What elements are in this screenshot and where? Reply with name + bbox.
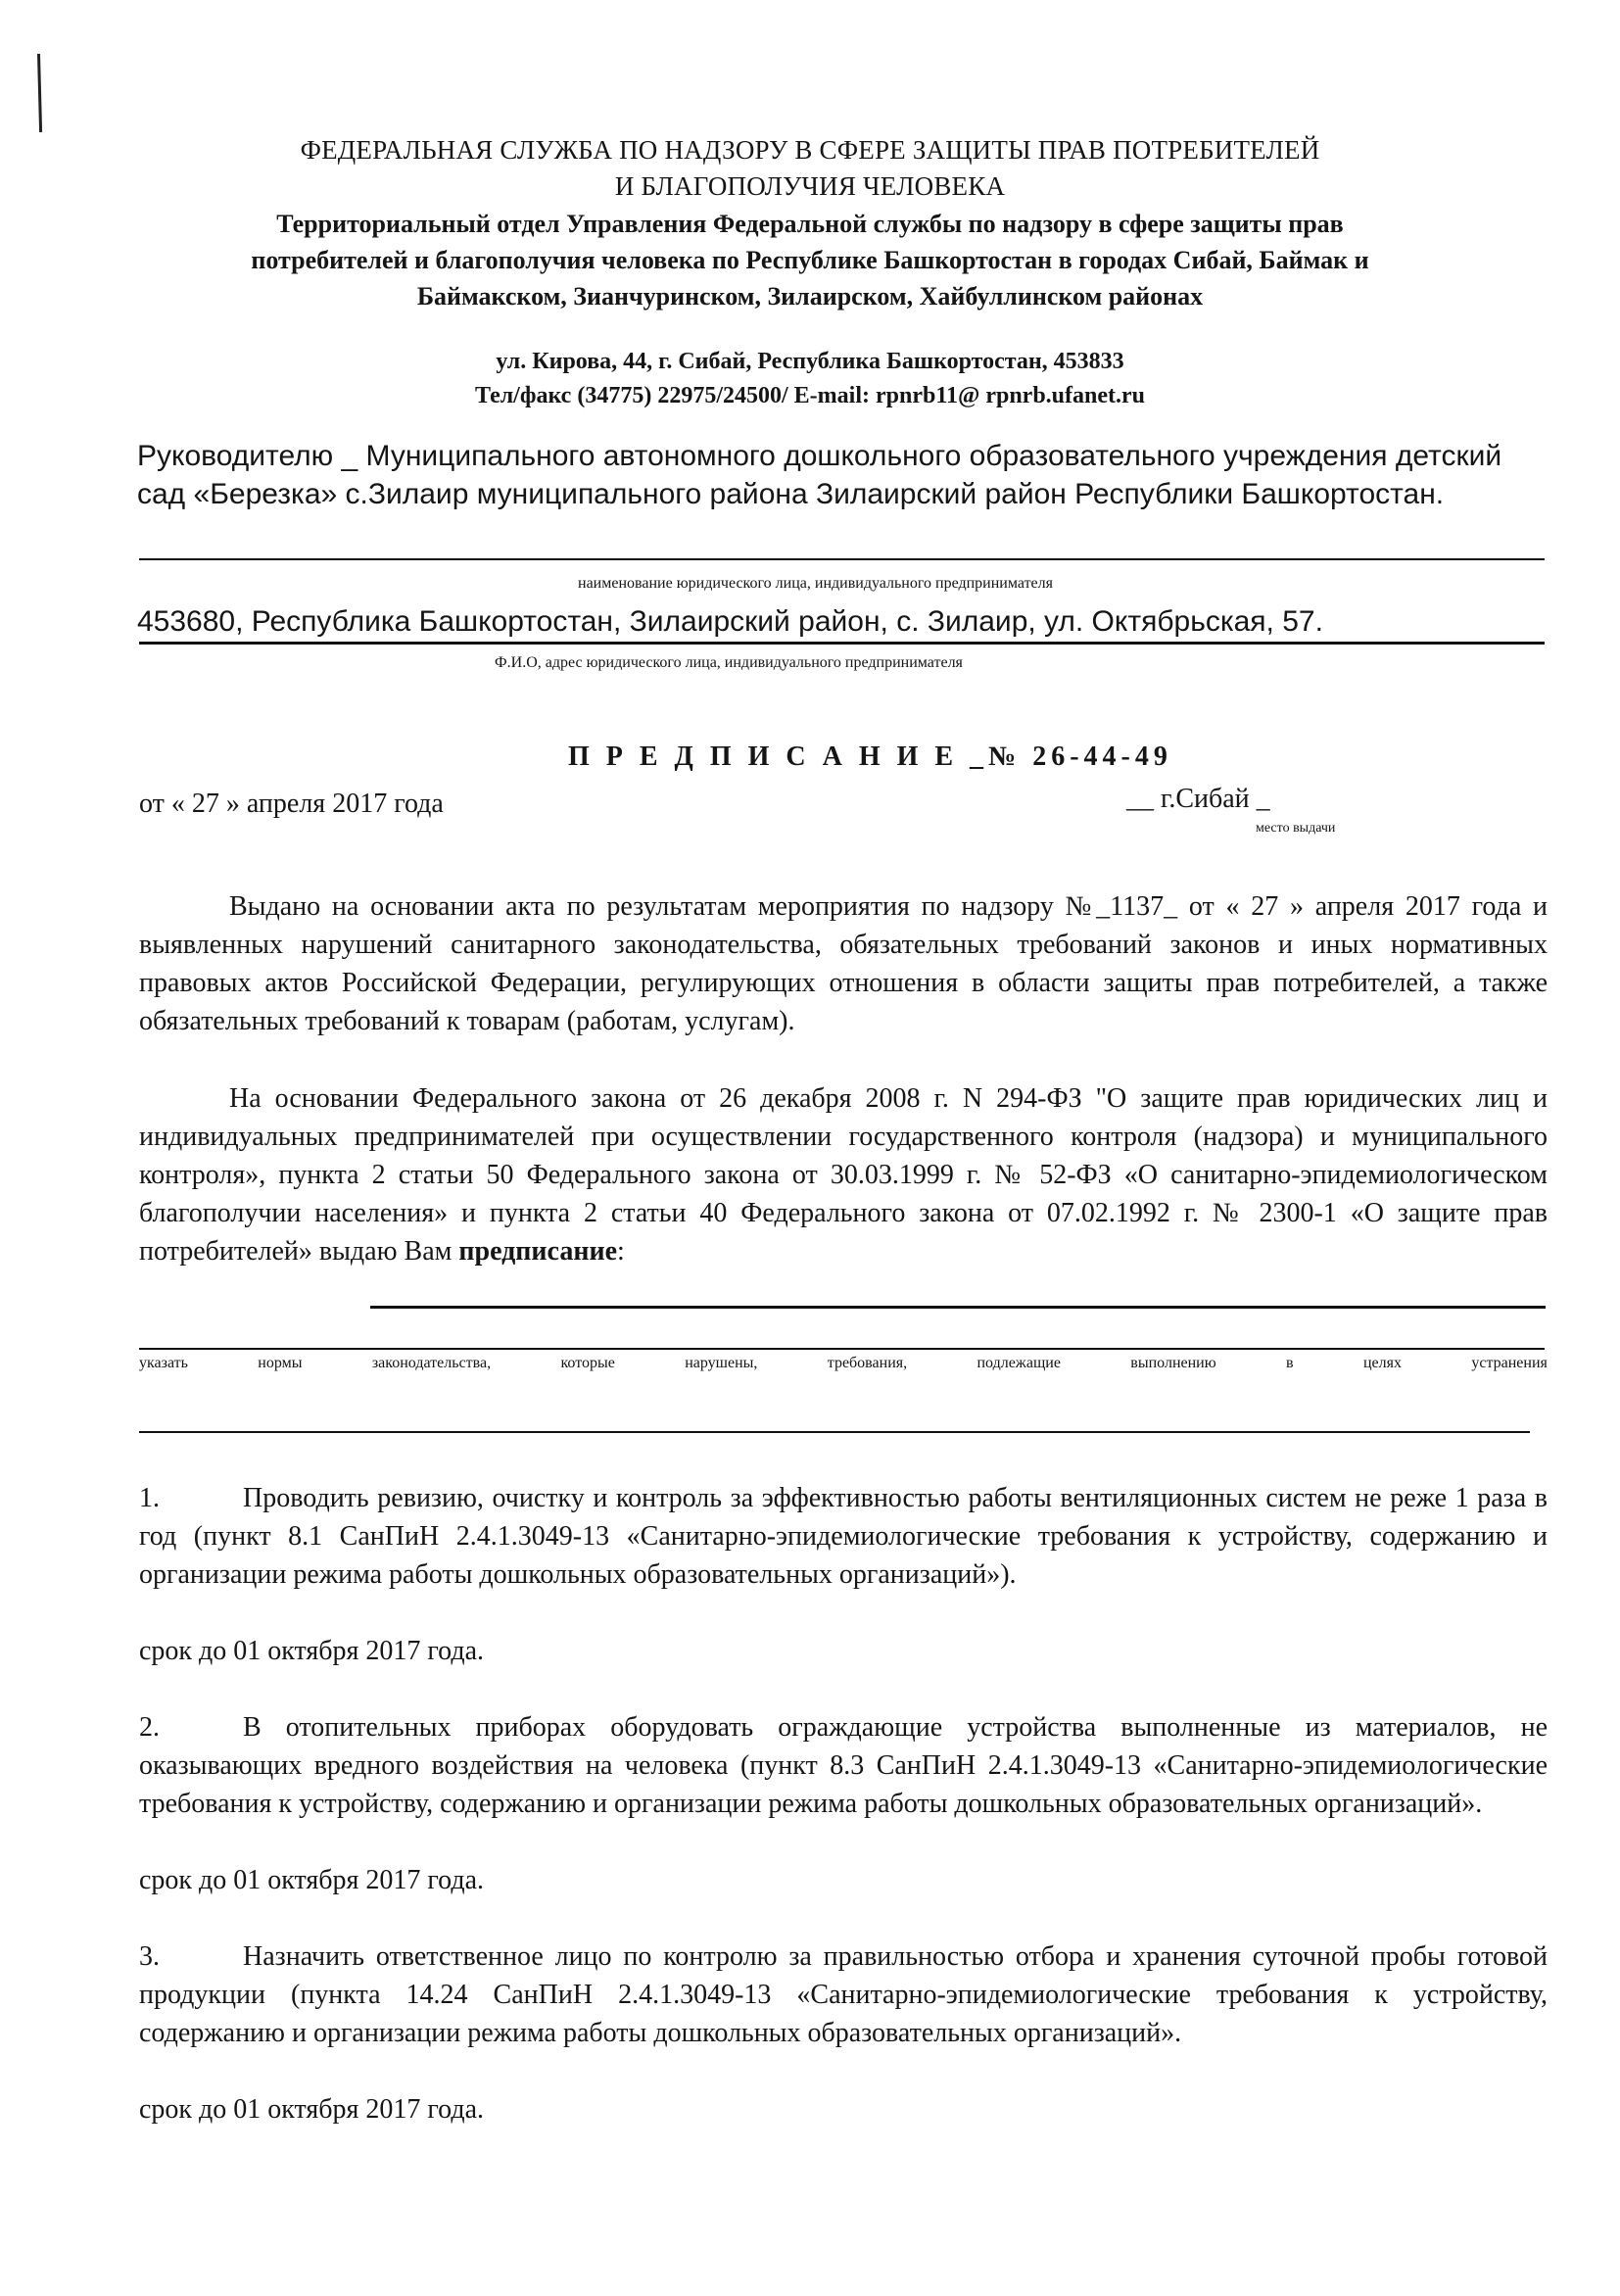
territorial-line-3: Баймакском, Зианчуринском, Зилаирском, Хайбуллинском районах — [416, 282, 1204, 311]
norms-label-word: указать — [139, 1355, 188, 1371]
recipient-address-underline — [139, 642, 1545, 645]
norms-bottom-line — [139, 1431, 1530, 1433]
norms-label-word: подлежащие — [977, 1355, 1061, 1371]
norms-label-word: целях — [1362, 1355, 1402, 1371]
item-text: В отопительных приборах оборудовать ограждающие устройства выполненные из материалов, не оказывающих вредного воздействия на человека (пункт 8.3 СанПиН 2.4.1.3049-13 «Санитарно-эпидемиологические требования к устройству, содержанию и организации режима работы дошкольных образовательных организаций». — [139, 1712, 1548, 1819]
item-1-deadline: срок до 01 октября 2017 года. — [139, 1636, 485, 1666]
norms-label-word: в — [1286, 1355, 1294, 1371]
order-item-3 — [139, 1937, 1548, 2052]
recipient-line-2: сад «Березка» с.Зилаир муниципального района Зилаирский район Республики Башкортостан. — [137, 478, 1445, 510]
scan-mark — [37, 54, 42, 132]
order-suffix: : — [617, 1236, 625, 1267]
territorial-line-1: Территориальный отдел Управления Федеральной службы по надзору в сфере защиты прав — [276, 210, 1344, 238]
territorial-department — [0, 206, 1620, 314]
agency-line-1: ФЕДЕРАЛЬНАЯ СЛУЖБА ПО НАДЗОРУ В СФЕРЕ ЗАЩИТЫ ПРАВ ПОТРЕБИТЕЛЕЙ — [300, 135, 1320, 165]
order-item-2 — [139, 1708, 1548, 1823]
item-number: 3. — [139, 1941, 160, 1972]
item-3-deadline: срок до 01 октября 2017 года. — [139, 2094, 485, 2125]
recipient-address: 453680, Республика Башкортостан, Зилаирский район, с. Зилаир, ул. Октябрьская, 57. — [137, 605, 1323, 638]
contacts-block — [0, 345, 1620, 413]
order-underline — [370, 1306, 1546, 1309]
recipient-address-label: Ф.И.О, адрес юридического лица, индивидуального предпринимателя — [495, 654, 963, 671]
norms-label-word: которые — [560, 1355, 615, 1371]
issue-place: __ г.Сибай _ — [1126, 784, 1270, 814]
legal-basis-paragraph — [139, 1079, 1548, 1270]
order-prefix: Вам — [404, 1236, 459, 1267]
recipient-name — [137, 437, 1538, 513]
item-number: 2. — [139, 1712, 160, 1743]
agency-line-2: И БЛАГОПОЛУЧИЯ ЧЕЛОВЕКА — [614, 171, 1006, 201]
recipient-line-1: Руководителю _ Муниципального автономного дошкольного образовательного учреждения детский — [137, 440, 1502, 472]
norms-label-row — [139, 1355, 1548, 1372]
order-word: предписание — [458, 1236, 618, 1267]
basis-paragraph: Выдано на основании акта по результатам мероприятия по надзору №_1137_ от « 27 » апреля 2017 года и выявленных нарушений санитарного законодательства, обязательных требований законов и иных нормативных правовых актов Российской Федерации, регулирующих отношения в области защиты прав потребителей, а также обязательных требований к товарам (работам, услугам). — [139, 891, 1548, 1036]
recipient-name-label: наименование юридического лица, индивидуального предпринимателя — [578, 575, 1053, 592]
phone-email: Тел/факс (34775) 22975/24500/ E-mail: rpnrb11@ rpnrb.ufanet.ru — [474, 383, 1146, 408]
norms-label-word: выполнению — [1130, 1355, 1216, 1371]
item-text: Проводить ревизию, очистку и контроль за эффективностью работы вентиляционных систем не реже 1 раза в год (пункт 8.1 СанПиН 2.4.1.3049-13 «Санитарно-эпидемиологические требования к устройству, содержанию и организации режима работы дошкольных образовательных организаций»). — [139, 1483, 1548, 1590]
legal-basis-text: На основании Федерального закона от 26 декабря 2008 г. N 294-ФЗ "О защите прав юридических лиц и индивидуальных предпринимателей при осуществлении государственного контроля (надзора) и муниципального контроля», пункта 2 статьи 50 Федерального закона от 30.03.1999 г. № 52-ФЗ «О санитарно-эпидемиологическом благополучии населения» и пункта 2 статьи 40 Федерального закона от 07.02.1992 г. № 2300-1 «О защите прав потребителей» выдаю — [139, 1083, 1548, 1267]
item-text: Назначить ответственное лицо по контролю за правильностью отбора и хранения суточной пробы готовой продукции (пункта 14.24 СанПиН 2.4.1.3049-13 «Санитарно-эпидемиологические требования к устройству, содержанию и организации режима работы дошкольных образовательных организаций». — [139, 1941, 1548, 2048]
norms-line — [139, 1348, 1545, 1350]
norms-label-word: устранения — [1471, 1355, 1548, 1371]
recipient-name-underline — [139, 558, 1545, 560]
document-date: от « 27 » апреля 2017 года — [139, 789, 444, 819]
issue-place-label: место выдачи — [1256, 821, 1336, 836]
item-number: 1. — [139, 1483, 160, 1513]
agency-header — [0, 132, 1620, 205]
document-title: П Р Е Д П И С А Н И Е _№ 26-44-49 — [568, 741, 1172, 772]
norms-label-word: нормы — [258, 1355, 303, 1371]
order-item-1 — [139, 1479, 1548, 1594]
norms-label-word: требования, — [827, 1355, 908, 1371]
item-2-deadline: срок до 01 октября 2017 года. — [139, 1865, 485, 1895]
territorial-line-2: потребителей и благополучия человека по Республике Башкортостан в городах Сибай, Баймак и — [251, 246, 1369, 274]
norms-label-word: законодательства, — [371, 1355, 492, 1371]
office-address: ул. Кирова, 44, г. Сибай, Республика Башкортостан, 453833 — [496, 349, 1124, 374]
norms-label-word: нарушены, — [685, 1355, 758, 1371]
